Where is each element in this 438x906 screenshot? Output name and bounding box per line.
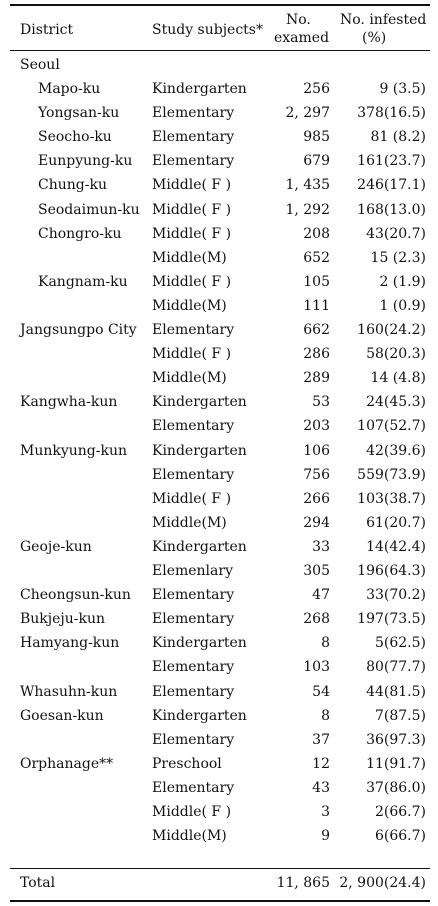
table-row [10,728,430,752]
infested-cell: 2(66.7) [374,804,426,820]
table-row [10,294,430,318]
examined-cell: 679 [303,153,330,170]
table-row [10,270,430,294]
district-cell: Eunpyung-ku [38,153,133,170]
table-row [10,198,430,222]
district-cell: Chung-ku [38,177,107,194]
district-cell: Orphanage** [20,755,114,772]
table-row [10,752,430,776]
header-infested-line1: No. infested [340,12,427,28]
examined-cell: 1, 292 [285,201,330,218]
district-cell: Seocho-ku [38,129,112,146]
subject-cell: Middle(M) [152,370,227,387]
subject-cell: Elementary [152,466,235,483]
infested-cell: 43(20.7) [366,225,426,242]
subject-cell: Kindergarten [152,394,247,411]
table-row [10,583,430,607]
table-row [10,776,430,800]
infested-cell: 378(16.5) [357,105,426,122]
table-row [10,149,430,173]
table-row [10,173,430,197]
infested-cell: 5(62.5) [374,635,426,652]
district-cell: Munkyung-kun [20,442,128,459]
infested-cell: 168(13.0) [357,201,426,218]
top-rule [10,4,430,6]
subject-cell: Middle(M) [152,249,227,266]
infested-cell: 24(45.3) [366,394,426,411]
header-rule [10,50,430,51]
subject-cell: Middle( F ) [152,490,232,507]
examined-cell: 208 [303,225,330,242]
examined-cell: 47 [312,587,330,604]
table-row [10,607,430,631]
infested-cell: 107(52.7) [357,418,426,435]
table-row [10,535,430,559]
group-label: Seoul [20,57,60,73]
subject-cell: Elementary [152,587,235,604]
infested-cell: 7(87.5) [374,707,426,724]
table-row [10,101,430,125]
infested-cell: 160(24.2) [357,322,426,338]
table-row [10,631,430,655]
infested-cell: 14 (4.8) [370,370,426,387]
infested-cell: 42(39.6) [366,442,426,459]
infested-cell: 196(64.3) [357,563,426,579]
table-row [10,511,430,535]
examined-cell: 756 [303,466,330,483]
examined-cell: 286 [303,346,330,363]
table-row [10,680,430,704]
district-cell: Jangsungpo City [20,322,137,338]
examined-cell: 662 [303,322,330,338]
table-row [10,487,430,511]
examined-cell: 105 [303,273,330,290]
table-row [10,246,430,270]
subject-cell: Preschool [152,755,222,772]
table-row [10,366,430,390]
infested-cell: 9 (3.5) [379,81,426,97]
infested-cell: 2 (1.9) [379,273,426,290]
table-row [10,800,430,824]
examined-cell: 53 [312,394,330,411]
table-row [10,390,430,414]
subject-cell: Elementary [152,731,235,748]
examined-cell: 2, 297 [285,105,330,122]
subject-cell: Kindergarten [152,707,247,724]
examined-cell: 8 [321,635,330,652]
district-cell: Mapo-ku [38,81,101,97]
district-cell: Yongsan-ku [38,105,120,122]
subject-cell: Middle(M) [152,514,227,531]
infested-cell: 36(97.3) [366,731,426,748]
subject-cell: Kindergarten [152,635,247,652]
examined-cell: 266 [303,490,330,507]
subject-cell: Elementary [152,683,235,700]
total-infested: 2, 900(24.4) [339,875,426,891]
examined-cell: 652 [303,249,330,266]
subject-cell: Elementary [152,418,235,435]
district-cell: Hamyang-kun [20,635,120,652]
examined-cell: 12 [312,755,330,772]
subject-cell: Elementary [152,611,235,628]
subject-cell: Elementary [152,153,235,170]
infested-cell: 11(91.7) [366,755,426,772]
table-row [10,439,430,463]
total-rule [10,868,430,869]
examined-cell: 3 [321,804,330,820]
district-cell: Kangnam-ku [38,273,128,290]
group-row [10,53,430,77]
subject-cell: Elementary [152,129,235,146]
district-cell: Seodaimun-ku [38,201,140,218]
table-row [10,125,430,149]
examined-cell: 8 [321,707,330,724]
examined-cell: 9 [321,828,330,845]
infested-cell: 58(20.3) [366,346,426,363]
examined-cell: 305 [303,563,330,579]
examined-cell: 33 [312,538,330,555]
header-subjects: Study subjects* [152,22,263,38]
subject-cell: Middle( F ) [152,177,232,194]
examined-cell: 54 [312,683,330,700]
district-cell: Whasuhn-kun [20,683,118,700]
district-cell: Chongro-ku [38,225,122,242]
infested-cell: 37(86.0) [366,779,426,796]
total-label: Total [20,875,56,891]
subject-cell: Middle( F ) [152,346,232,363]
subject-cell: Elementary [152,779,235,796]
examined-cell: 985 [303,129,330,146]
subject-cell: Elementary [152,659,235,676]
table-row [10,414,430,438]
subject-cell: Middle( F ) [152,273,232,290]
infested-cell: 80(77.7) [366,659,426,676]
subject-cell: Middle(M) [152,297,227,314]
total-examined: 11, 865 [276,875,330,891]
infested-cell: 44(81.5) [366,683,426,700]
infested-cell: 6(66.7) [374,828,426,845]
table-header [10,10,430,52]
examined-cell: 111 [303,297,330,314]
infested-cell: 61(20.7) [366,514,426,531]
examined-cell: 256 [303,81,330,97]
examined-cell: 1, 435 [285,177,330,194]
infested-cell: 246(17.1) [357,177,426,194]
table-row [10,655,430,679]
examined-cell: 37 [312,731,330,748]
subject-cell: Elemenlary [152,563,233,579]
subject-cell: Kindergarten [152,81,247,97]
infested-cell: 81 (8.2) [370,129,426,146]
examined-cell: 43 [312,779,330,796]
subject-cell: Middle( F ) [152,225,232,242]
header-infested-line2: (%) [362,30,387,46]
bottom-rule [10,900,430,902]
examined-cell: 203 [303,418,330,435]
subject-cell: Middle(M) [152,828,227,845]
examined-cell: 103 [303,659,330,676]
infested-cell: 103(38.7) [357,490,426,507]
subject-cell: Kindergarten [152,538,247,555]
examined-cell: 268 [303,611,330,628]
table-row [10,342,430,366]
infested-cell: 33(70.2) [366,587,426,604]
infested-cell: 559(73.9) [357,466,426,483]
table-row [10,77,430,101]
subject-cell: Elementary [152,322,235,338]
infested-cell: 1 (0.9) [379,297,426,314]
district-cell: Bukjeju-kun [20,611,106,628]
table-row [10,704,430,728]
header-district: District [20,22,74,38]
subject-cell: Middle( F ) [152,201,232,218]
header-examined-line2: examed [274,30,330,46]
district-cell: Goesan-kun [20,707,104,724]
infested-cell: 15 (2.3) [370,249,426,266]
table-row [10,559,430,583]
examined-cell: 294 [303,514,330,531]
district-cell: Kangwha-kun [20,394,118,411]
header-examined-line1: No. [286,12,311,28]
examined-cell: 106 [303,442,330,459]
table-row [10,318,430,342]
district-cell: Geoje-kun [20,538,92,555]
infested-cell: 197(73.5) [357,611,426,628]
table-row [10,824,430,848]
table-row [10,463,430,487]
subject-cell: Kindergarten [152,442,247,459]
subject-cell: Elementary [152,105,235,122]
total-row [10,871,430,895]
table-row [10,222,430,246]
infested-cell: 161(23.7) [357,153,426,170]
district-cell: Cheongsun-kun [20,587,131,604]
subject-cell: Middle( F ) [152,804,232,820]
examined-cell: 289 [303,370,330,387]
infested-cell: 14(42.4) [366,538,426,555]
